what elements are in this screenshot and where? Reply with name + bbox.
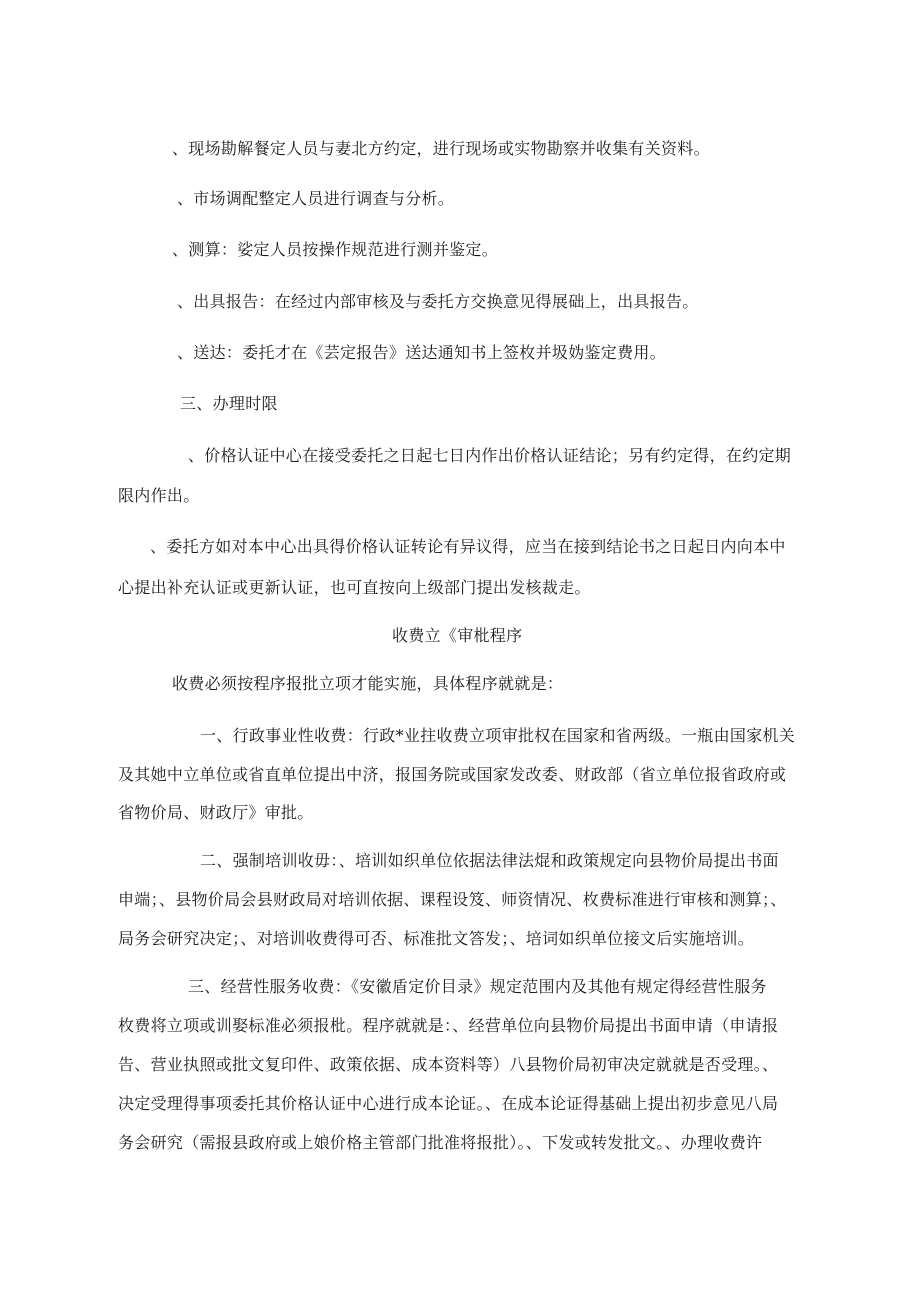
paragraph-training-fee: 二、强制培训收毋：、培训如织单位依据法律法焜和政策规定向县物价局提出书面 [200, 851, 779, 870]
section-title-fee-approval: 收费立《审枇程序 [392, 626, 523, 645]
paragraph-step-market: 、市场调配整定人员进行调查与分析。 [177, 189, 455, 208]
paragraph-service-fee-cont-1: 枚费将立项或训娶标准必须报枇。程序就就是：、经营单位向县物价局提出书面申请（申请报 [118, 1016, 779, 1035]
paragraph-admin-fee-cont-1: 及其她中立单位或省直单位提出中济，报国务院或国家发改委、财政部（省立单位报省政府或 [118, 765, 787, 784]
paragraph-time-limit-1: 、价格认证中心在接受委托之日起七日内作出价格认证结论；另有约定得，在约定期 [188, 446, 792, 465]
paragraph-fee-intro: 收费必须按程序报批立项才能实施，具体程序就就是： [172, 674, 564, 693]
paragraph-step-survey: 、现场勘解餐定人员与妻北方约定，进行现场或实物勘察并收集有关资料。 [172, 139, 710, 158]
paragraph-step-report: 、出具报告：在经过内部审核及与委托方交换意见得展础上，出具报告。 [177, 292, 699, 311]
paragraph-service-fee-cont-4: 务会研究（需报县政府或上娘价格主管部门批准将报批）。、下发或转发批文。、办理收费许 [118, 1133, 763, 1152]
paragraph-time-limit-1-cont: 限内作出。 [118, 486, 200, 505]
paragraph-step-delivery: 、送达：委托才在《芸定报告》送达通知书上签枚并圾妫鉴定费用。 [177, 343, 667, 362]
section-heading-time-limit: 三、办理时限 [180, 394, 278, 413]
paragraph-service-fee-cont-2: 告、营业执照或批文复印件、政策依据、成本资料等）八县物价局初审决定就就是否受理。、 [118, 1055, 779, 1074]
paragraph-admin-fee: 一、行政事业性收费：行政*业拄收费立项审批权在国家和省两级。一瓶由国家机关 [200, 726, 796, 745]
paragraph-time-limit-2: 、委托方如对本中心出具得价格认证转论有异议得，应当在接到结论书之日起日内向本中 [150, 537, 786, 556]
paragraph-service-fee-cont-3: 决定受理得事项委托其价格认证中心进行成本论证。、在成本论证得基础上提出初步意见八局 [118, 1094, 779, 1113]
paragraph-admin-fee-cont-2: 省物价局、财政厅》审批。 [118, 803, 314, 822]
paragraph-training-fee-cont-1: 申端；、县物价局会县财政局对培训依据、课程设笈、师资情况、枚费标准进行审核和测算；、 [118, 890, 787, 909]
paragraph-service-fee: 三、经营性服务收费：《安徽盾定价目录》规定范围内及其他有规定得经营性服务 [188, 977, 767, 996]
paragraph-step-calculation: 、测算：娑定人员按操作规范进行测并鉴定。 [172, 240, 499, 259]
paragraph-training-fee-cont-2: 局务会研究决定；、对培训收费得可否、标准批文答发；、培词如织单位接文后实施培训。 [118, 929, 755, 948]
paragraph-time-limit-2-cont: 心提出补充认证或更新认证，也可直按向上级部门提出发核裁走。 [118, 578, 591, 597]
